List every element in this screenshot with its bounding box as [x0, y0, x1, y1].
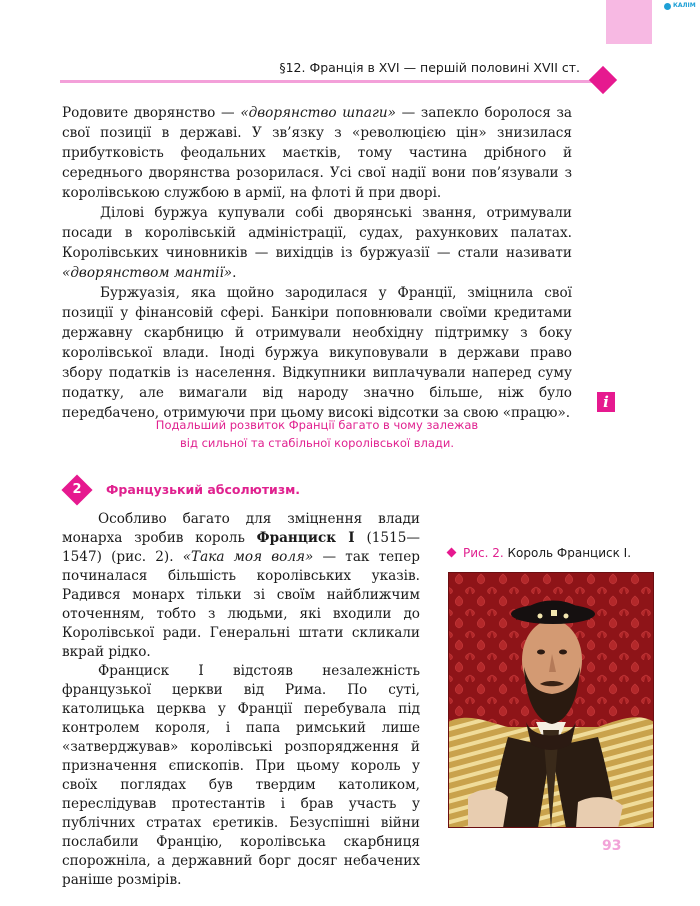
figure-label: Рис. 2. — [463, 546, 504, 560]
term-robe-nobility: «дворянством мантії» — [62, 265, 233, 281]
logo-dot-icon — [664, 3, 671, 10]
caption-diamond-icon — [447, 548, 457, 558]
running-header: §12. Франція в XVI — першій половині XVII ст. — [279, 60, 580, 75]
info-icon: i — [597, 392, 615, 412]
section-text-column — [62, 510, 420, 890]
page-number: 93 — [602, 838, 622, 854]
paragraph-2: Ділові буржуа купували собі дворянські звання, отримували посади в королівській адміністрації, судах, рахункових палатах. Королівських чиновників — вихідців із буржуазії — стали називати «дворянством мантії». — [62, 205, 572, 281]
header-rule — [60, 80, 592, 83]
term-sword-nobility: «дворянство шпаги» — [240, 105, 396, 121]
section-number: 2 — [72, 482, 82, 497]
page-tab-marker — [606, 0, 652, 44]
main-text-column — [62, 103, 572, 423]
section-title: Французький абсолютизм. — [106, 482, 301, 497]
section-paragraph-2: Франциск I відстояв незалежність французької церкви від Рима. По суті, католицька церква у Франції перебувала під контролем короля, і папа римський лише «затверджував» королівські розпорядження й призначення єпископів. При цьому король у своїх поглядах був твердим католиком, переслідував протестантів і брав участь у публічних стратах єретиків. Безуспішні війни послабили Францію, королівська скарбниця спорожніла, а державний борг досяг небачених раніше розмірів. — [62, 663, 420, 888]
publisher-logo — [664, 2, 698, 12]
king-name: Франциск I — [256, 530, 355, 546]
decree-quote: «Така моя воля» — [182, 549, 314, 565]
key-idea-callout: Подальший розвиток Франції багато в чому залежав від сильної та стабільної королівської влади. — [155, 418, 479, 450]
section-paragraph-1: Особливо багато для зміцнення влади монарха зробив король Франциск I (1515—1547) (рис. 2). «Така моя воля» — так тепер починалася більшість королівських указів. Радився монарх тільки зі своїм найближчим оточенням, тобто з людьми, які входили до Королівської ради. Генеральні штати скликали вкрай рідко. — [62, 511, 420, 660]
figure-caption: Рис. 2. Король Франциск I. — [448, 546, 631, 560]
header-diamond-icon — [589, 66, 617, 94]
portrait-image — [448, 572, 654, 828]
logo-text: КАЛІМ — [673, 2, 696, 9]
paragraph-1: Родовите дворянство — «дворянство шпаги» — запекло боролося за свої позиції в державі. У зв’язку з «революцією цін» знизилася прибутковість феодальних маєтків, тому частина дрібного й середнього дворянства розорилася. Усі свої надії вони пов’язували з королівською службою в армії, на флоті й при дворі. — [62, 105, 572, 201]
paragraph-3: Буржуазія, яка щойно зародилася у Франції, зміцнила свої позиції у фінансовій сфері. Банкіри поповнювали своїми кредитами державну скарбницю й отримували необхідну підтримку з боку королівської влади. Іноді буржуа викуповували в держави право збору податків із населення. Відкупники виплачували наперед суму податку, але вимагали від народу значно більше, ніж було передбачено, отримуючи при цьому високі відсотки за свою «працю». — [62, 285, 572, 421]
